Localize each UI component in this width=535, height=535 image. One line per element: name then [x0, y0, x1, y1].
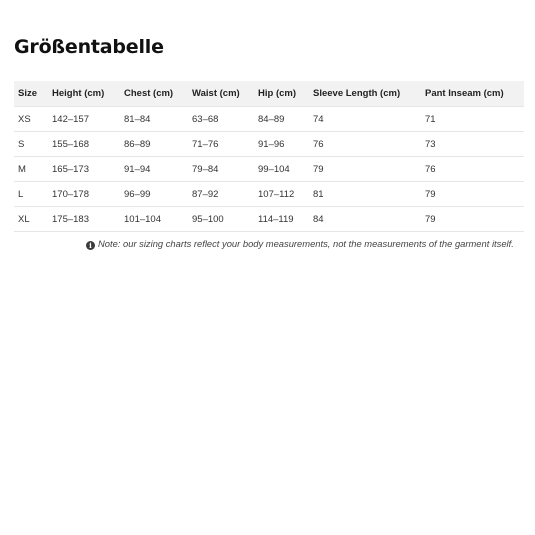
table-cell: 155–168	[48, 132, 120, 157]
info-icon: i	[86, 241, 95, 250]
note-text: Note: our sizing charts reflect your body measurements, not the measurements of the garment itself.	[98, 238, 514, 249]
column-header-size: Size	[14, 81, 48, 107]
table-cell: L	[14, 182, 48, 207]
table-cell: 99–104	[254, 157, 309, 182]
table-cell: 71	[421, 107, 524, 132]
table-cell: 91–96	[254, 132, 309, 157]
table-cell: 101–104	[120, 207, 188, 232]
table-cell: 63–68	[188, 107, 254, 132]
table-cell: 87–92	[188, 182, 254, 207]
table-cell: 95–100	[188, 207, 254, 232]
table-row	[14, 107, 524, 132]
measurement-note	[86, 237, 524, 251]
table-cell: XS	[14, 107, 48, 132]
table-cell: 79–84	[188, 157, 254, 182]
table-cell: 79	[309, 157, 421, 182]
page-title: Größentabelle	[14, 36, 164, 58]
table-row	[14, 207, 524, 232]
table-cell: 74	[309, 107, 421, 132]
table-cell: 84	[309, 207, 421, 232]
table-cell: 165–173	[48, 157, 120, 182]
column-header-sleeve-length: Sleeve Length (cm)	[309, 81, 421, 107]
table-header-row	[14, 81, 524, 107]
size-table	[14, 81, 524, 232]
table-cell: 107–112	[254, 182, 309, 207]
table-cell: 81	[309, 182, 421, 207]
table-cell: 81–84	[120, 107, 188, 132]
table-cell: 76	[421, 157, 524, 182]
table-cell: 175–183	[48, 207, 120, 232]
table-cell: XL	[14, 207, 48, 232]
column-header-waist: Waist (cm)	[188, 81, 254, 107]
table-row	[14, 157, 524, 182]
column-header-height: Height (cm)	[48, 81, 120, 107]
table-cell: 114–119	[254, 207, 309, 232]
table-cell: 84–89	[254, 107, 309, 132]
table-cell: 73	[421, 132, 524, 157]
column-header-hip: Hip (cm)	[254, 81, 309, 107]
table-cell: M	[14, 157, 48, 182]
column-header-pant-inseam: Pant Inseam (cm)	[421, 81, 524, 107]
table-row	[14, 132, 524, 157]
table-cell: 142–157	[48, 107, 120, 132]
table-cell: 86–89	[120, 132, 188, 157]
column-header-chest: Chest (cm)	[120, 81, 188, 107]
table-cell: 71–76	[188, 132, 254, 157]
table-cell: 91–94	[120, 157, 188, 182]
table-cell: 76	[309, 132, 421, 157]
table-cell: 96–99	[120, 182, 188, 207]
table-row	[14, 182, 524, 207]
table-cell: 79	[421, 207, 524, 232]
table-cell: 79	[421, 182, 524, 207]
table-cell: 170–178	[48, 182, 120, 207]
table-cell: S	[14, 132, 48, 157]
